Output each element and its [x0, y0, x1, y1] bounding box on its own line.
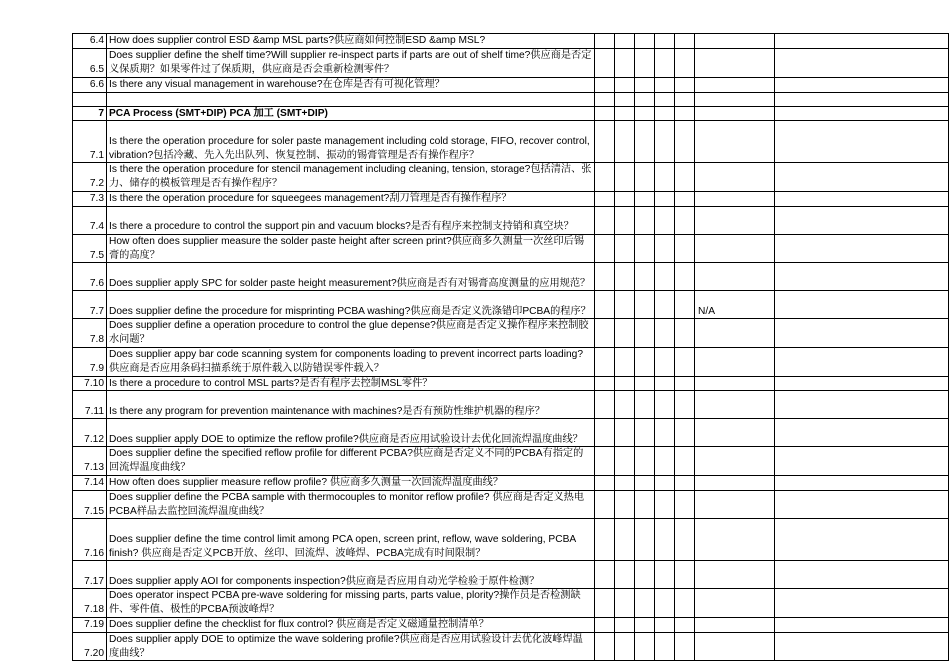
question-text: Does supplier define the shelf time?Will supplier re-inspect parts if parts are out of shelf time?供应商是否定义保质期？如果零件过了保质期，供应商是否会重新检测零件？	[107, 48, 595, 77]
table-row	[73, 34, 949, 49]
table-row	[73, 77, 949, 92]
table-row	[73, 92, 949, 106]
item-number: 7.16	[73, 519, 107, 561]
item-number: 7.20	[73, 632, 107, 661]
question-text: Does operator inspect PCBA pre-wave soldering for missing parts, parts value, plority?操作员是否检测缺件、零件值、极性的PCBA预波峰焊？	[107, 589, 595, 618]
score-cell[interactable]	[675, 92, 695, 106]
score-cell[interactable]	[655, 561, 675, 589]
comment-cell[interactable]	[775, 291, 949, 319]
table-row	[73, 519, 949, 561]
question-text: Does supplier apply DOE to optimize the wave soldering profile?供应商是否应用试验设计去优化波峰焊温度曲线？	[107, 632, 595, 661]
score-cell[interactable]	[615, 319, 635, 348]
question-text: Does supplier define the specified reflow profile for different PCBA?供应商是否定义不同的PCBA有指定的回流焊温度曲线？	[107, 447, 595, 476]
score-cell[interactable]	[655, 92, 675, 106]
score-cell[interactable]	[635, 519, 655, 561]
score-cell[interactable]	[655, 447, 675, 476]
score-cell[interactable]	[595, 490, 615, 519]
score-cell[interactable]	[595, 475, 615, 490]
score-cell[interactable]	[655, 291, 675, 319]
score-cell[interactable]	[615, 561, 635, 589]
question-text: Does supplier apply SPC for solder paste height measurement?供应商是否有对锡膏高度测量的应用规范？	[107, 263, 595, 291]
remark-cell[interactable]	[695, 376, 775, 391]
score-cell[interactable]	[615, 92, 635, 106]
score-cell[interactable]	[635, 561, 655, 589]
score-cell[interactable]	[655, 191, 675, 206]
score-cell[interactable]	[595, 206, 615, 234]
question-text: Does supplier define the time control limit among PCA open, screen print, reflow, wave soldering, PCBA finish? 供应商是否定义PCB开放、丝印、回流焊、波峰焊、PCBA完成有时间限制？	[107, 519, 595, 561]
score-cell[interactable]	[615, 234, 635, 263]
comment-cell[interactable]	[775, 589, 949, 618]
item-number: 7.1	[73, 121, 107, 163]
item-number	[73, 92, 107, 106]
remark-cell[interactable]	[695, 589, 775, 618]
table-row	[73, 291, 949, 319]
comment-cell[interactable]	[775, 391, 949, 419]
question-text: Does supplier apply DOE to optimize the reflow profile?供应商是否应用试验设计去优化回流焊温度曲线？	[107, 419, 595, 447]
score-cell[interactable]	[615, 589, 635, 618]
score-cell[interactable]	[635, 92, 655, 106]
table-body	[73, 34, 949, 661]
question-text: Is there the operation procedure for soler paste management including cold storage, FIFO, recover control, vibration?包括冷藏、先入先出队列、恢复控制、振动的锡膏管理是否有操作程序？	[107, 121, 595, 163]
score-cell[interactable]	[635, 121, 655, 163]
item-number: 7.3	[73, 191, 107, 206]
item-number: 7.9	[73, 347, 107, 376]
score-cell[interactable]	[675, 206, 695, 234]
remark-cell[interactable]: N/A	[695, 291, 775, 319]
table-row	[73, 48, 949, 77]
item-number: 7.15	[73, 490, 107, 519]
score-cell[interactable]	[635, 163, 655, 192]
remark-cell[interactable]	[695, 77, 775, 92]
score-cell[interactable]	[675, 617, 695, 632]
table-row	[73, 475, 949, 490]
item-number: 7.18	[73, 589, 107, 618]
item-number: 6.4	[73, 34, 107, 49]
score-cell[interactable]	[615, 419, 635, 447]
remark-cell[interactable]	[695, 617, 775, 632]
score-cell[interactable]	[675, 234, 695, 263]
score-cell[interactable]	[675, 589, 695, 618]
score-cell[interactable]	[675, 376, 695, 391]
remark-cell[interactable]	[695, 163, 775, 192]
question-text: Is there any visual management in warehouse?在仓库是否有可视化管理？	[107, 77, 595, 92]
score-cell[interactable]	[635, 376, 655, 391]
comment-cell[interactable]	[775, 34, 949, 49]
score-cell[interactable]	[655, 475, 675, 490]
comment-cell[interactable]	[775, 617, 949, 632]
item-number: 6.5	[73, 48, 107, 77]
score-cell[interactable]	[615, 347, 635, 376]
remark-cell[interactable]	[695, 106, 775, 121]
table-row	[73, 632, 949, 661]
remark-cell[interactable]	[695, 48, 775, 77]
score-cell[interactable]	[595, 447, 615, 476]
score-cell[interactable]	[595, 419, 615, 447]
score-cell[interactable]	[635, 48, 655, 77]
comment-cell[interactable]	[775, 632, 949, 661]
score-cell[interactable]	[595, 589, 615, 618]
score-cell[interactable]	[615, 291, 635, 319]
comment-cell[interactable]	[775, 77, 949, 92]
score-cell[interactable]	[675, 561, 695, 589]
comment-cell[interactable]	[775, 519, 949, 561]
score-cell[interactable]	[595, 234, 615, 263]
question-text: Is there the operation procedure for squeegees management?刮刀管理是否有操作程序？	[107, 191, 595, 206]
item-number: 7.17	[73, 561, 107, 589]
table-row	[73, 319, 949, 348]
remark-cell[interactable]	[695, 121, 775, 163]
remark-cell[interactable]	[695, 206, 775, 234]
item-number: 6.6	[73, 77, 107, 92]
remark-cell[interactable]	[695, 561, 775, 589]
item-number: 7.11	[73, 391, 107, 419]
question-text: Is there the operation procedure for stencil management including cleaning, tension, storage?包括清洁、张力、储存的模板管理是否有操作程序？	[107, 163, 595, 192]
comment-cell[interactable]	[775, 121, 949, 163]
score-cell[interactable]	[655, 206, 675, 234]
score-cell[interactable]	[595, 191, 615, 206]
score-cell[interactable]	[655, 234, 675, 263]
item-number: 7.6	[73, 263, 107, 291]
score-cell[interactable]	[635, 391, 655, 419]
score-cell[interactable]	[655, 347, 675, 376]
question-text: Does supplier define a operation procedure to control the glue depense?供应商是否定义操作程序来控制胶水问题？	[107, 319, 595, 348]
remark-cell[interactable]	[695, 490, 775, 519]
score-cell[interactable]	[675, 419, 695, 447]
score-cell[interactable]	[655, 106, 675, 121]
score-cell[interactable]	[635, 617, 655, 632]
score-cell[interactable]	[595, 617, 615, 632]
item-number: 7.8	[73, 319, 107, 348]
table-row	[73, 191, 949, 206]
question-text	[107, 92, 595, 106]
item-number: 7.13	[73, 447, 107, 476]
comment-cell[interactable]	[775, 490, 949, 519]
item-number: 7	[73, 106, 107, 121]
score-cell[interactable]	[615, 632, 635, 661]
comment-cell[interactable]	[775, 319, 949, 348]
table-row	[73, 347, 949, 376]
score-cell[interactable]	[595, 263, 615, 291]
score-cell[interactable]	[615, 617, 635, 632]
score-cell[interactable]	[655, 319, 675, 348]
question-text: How does supplier control ESD &amp MSL parts?供应商如何控制ESD &amp MSL?	[107, 34, 595, 49]
score-cell[interactable]	[615, 206, 635, 234]
question-text: Does supplier apply AOI for components inspection?供应商是否应用自动光学检验于原件检测？	[107, 561, 595, 589]
score-cell[interactable]	[635, 447, 655, 476]
table-row	[73, 376, 949, 391]
item-number: 7.4	[73, 206, 107, 234]
comment-cell[interactable]	[775, 376, 949, 391]
question-text: Is there a procedure to control MSL parts?是否有程序去控制MSL零件？	[107, 376, 595, 391]
score-cell[interactable]	[595, 34, 615, 49]
score-cell[interactable]	[655, 77, 675, 92]
question-text: Is there any program for prevention maintenance with machines?是否有预防性维护机器的程序？	[107, 391, 595, 419]
table-row	[73, 617, 949, 632]
table-row	[73, 234, 949, 263]
score-cell[interactable]	[675, 121, 695, 163]
table-row	[73, 419, 949, 447]
item-number: 7.12	[73, 419, 107, 447]
score-cell[interactable]	[595, 48, 615, 77]
table-row	[73, 106, 949, 121]
score-cell[interactable]	[675, 163, 695, 192]
score-cell[interactable]	[615, 191, 635, 206]
item-number: 7.14	[73, 475, 107, 490]
remark-cell[interactable]	[695, 234, 775, 263]
score-cell[interactable]	[595, 561, 615, 589]
score-cell[interactable]	[675, 34, 695, 49]
score-cell[interactable]	[615, 376, 635, 391]
question-text: Does supplier appy bar code scanning system for components loading to prevent incorrect parts loading?供应商是否应用条码扫描系统于原件载入以防错误零件载入？	[107, 347, 595, 376]
comment-cell[interactable]	[775, 561, 949, 589]
question-text: How often does supplier measure the solder paste height after screen print?供应商多久测量一次丝印后锡膏的高度？	[107, 234, 595, 263]
comment-cell[interactable]	[775, 347, 949, 376]
table-row	[73, 263, 949, 291]
score-cell[interactable]	[675, 48, 695, 77]
score-cell[interactable]	[595, 92, 615, 106]
comment-cell[interactable]	[775, 419, 949, 447]
score-cell[interactable]	[675, 347, 695, 376]
score-cell[interactable]	[615, 163, 635, 192]
score-cell[interactable]	[655, 632, 675, 661]
score-cell[interactable]	[635, 419, 655, 447]
comment-cell[interactable]	[775, 191, 949, 206]
score-cell[interactable]	[635, 206, 655, 234]
score-cell[interactable]	[615, 519, 635, 561]
score-cell[interactable]	[675, 106, 695, 121]
score-cell[interactable]	[655, 589, 675, 618]
table-row	[73, 490, 949, 519]
score-cell[interactable]	[615, 48, 635, 77]
remark-cell[interactable]	[695, 319, 775, 348]
score-cell[interactable]	[615, 121, 635, 163]
remark-cell[interactable]	[695, 191, 775, 206]
score-cell[interactable]	[675, 77, 695, 92]
remark-cell[interactable]	[695, 519, 775, 561]
remark-cell[interactable]	[695, 347, 775, 376]
score-cell[interactable]	[595, 106, 615, 121]
remark-cell[interactable]	[695, 475, 775, 490]
comment-cell[interactable]	[775, 106, 949, 121]
score-cell[interactable]	[595, 519, 615, 561]
score-cell[interactable]	[595, 77, 615, 92]
item-number: 7.7	[73, 291, 107, 319]
score-cell[interactable]	[615, 34, 635, 49]
audit-checklist-table	[72, 33, 949, 661]
score-cell[interactable]	[635, 490, 655, 519]
table-row	[73, 121, 949, 163]
score-cell[interactable]	[615, 77, 635, 92]
remark-cell[interactable]	[695, 92, 775, 106]
score-cell[interactable]	[615, 475, 635, 490]
score-cell[interactable]	[675, 291, 695, 319]
score-cell[interactable]	[655, 391, 675, 419]
score-cell[interactable]	[595, 319, 615, 348]
table-row	[73, 206, 949, 234]
score-cell[interactable]	[635, 589, 655, 618]
score-cell[interactable]	[635, 347, 655, 376]
remark-cell[interactable]	[695, 447, 775, 476]
score-cell[interactable]	[615, 263, 635, 291]
score-cell[interactable]	[595, 347, 615, 376]
score-cell[interactable]	[675, 191, 695, 206]
question-text: Does supplier define the PCBA sample with thermocouples to monitor reflow profile? 供应商是否定义热电PCBA样品去监控回流焊温度曲线？	[107, 490, 595, 519]
score-cell[interactable]	[655, 376, 675, 391]
score-cell[interactable]	[655, 263, 675, 291]
score-cell[interactable]	[635, 77, 655, 92]
table-row	[73, 561, 949, 589]
score-cell[interactable]	[615, 106, 635, 121]
question-text: Does supplier define the checklist for flux control? 供应商是否定义磁通量控制清单？	[107, 617, 595, 632]
item-number: 7.19	[73, 617, 107, 632]
score-cell[interactable]	[655, 617, 675, 632]
score-cell[interactable]	[635, 263, 655, 291]
score-cell[interactable]	[655, 519, 675, 561]
item-number: 7.10	[73, 376, 107, 391]
table-row	[73, 589, 949, 618]
section-heading: PCA Process (SMT+DIP) PCA 加工 (SMT+DIP)	[107, 106, 595, 121]
score-cell[interactable]	[635, 234, 655, 263]
score-cell[interactable]	[595, 376, 615, 391]
score-cell[interactable]	[635, 632, 655, 661]
score-cell[interactable]	[595, 121, 615, 163]
score-cell[interactable]	[675, 447, 695, 476]
item-number: 7.5	[73, 234, 107, 263]
comment-cell[interactable]	[775, 447, 949, 476]
remark-cell[interactable]	[695, 34, 775, 49]
score-cell[interactable]	[635, 34, 655, 49]
score-cell[interactable]	[675, 319, 695, 348]
comment-cell[interactable]	[775, 92, 949, 106]
score-cell[interactable]	[655, 419, 675, 447]
score-cell[interactable]	[635, 475, 655, 490]
score-cell[interactable]	[655, 121, 675, 163]
score-cell[interactable]	[655, 48, 675, 77]
score-cell[interactable]	[635, 319, 655, 348]
comment-cell[interactable]	[775, 475, 949, 490]
score-cell[interactable]	[595, 391, 615, 419]
score-cell[interactable]	[675, 519, 695, 561]
score-cell[interactable]	[675, 490, 695, 519]
table-row	[73, 163, 949, 192]
score-cell[interactable]	[655, 490, 675, 519]
score-cell[interactable]	[635, 191, 655, 206]
remark-cell[interactable]	[695, 419, 775, 447]
table-row	[73, 447, 949, 476]
comment-cell[interactable]	[775, 48, 949, 77]
score-cell[interactable]	[675, 391, 695, 419]
question-text: Is there a procedure to control the support pin and vacuum blocks?是否有程序来控制支持销和真空块？	[107, 206, 595, 234]
question-text: Does supplier define the procedure for misprinting PCBA washing?供应商是否定义洗涤错印PCBA的程序？	[107, 291, 595, 319]
remark-cell[interactable]	[695, 632, 775, 661]
table-row	[73, 391, 949, 419]
score-cell[interactable]	[675, 475, 695, 490]
score-cell[interactable]	[635, 291, 655, 319]
question-text: How often does supplier measure reflow profile? 供应商多久测量一次回流焊温度曲线？	[107, 475, 595, 490]
score-cell[interactable]	[675, 632, 695, 661]
comment-cell[interactable]	[775, 234, 949, 263]
score-cell[interactable]	[635, 106, 655, 121]
remark-cell[interactable]	[695, 391, 775, 419]
comment-cell[interactable]	[775, 163, 949, 192]
score-cell[interactable]	[675, 263, 695, 291]
comment-cell[interactable]	[775, 263, 949, 291]
comment-cell[interactable]	[775, 206, 949, 234]
score-cell[interactable]	[595, 632, 615, 661]
score-cell[interactable]	[615, 490, 635, 519]
remark-cell[interactable]	[695, 263, 775, 291]
score-cell[interactable]	[655, 163, 675, 192]
score-cell[interactable]	[655, 34, 675, 49]
score-cell[interactable]	[615, 447, 635, 476]
score-cell[interactable]	[615, 391, 635, 419]
item-number: 7.2	[73, 163, 107, 192]
score-cell[interactable]	[595, 291, 615, 319]
score-cell[interactable]	[595, 163, 615, 192]
